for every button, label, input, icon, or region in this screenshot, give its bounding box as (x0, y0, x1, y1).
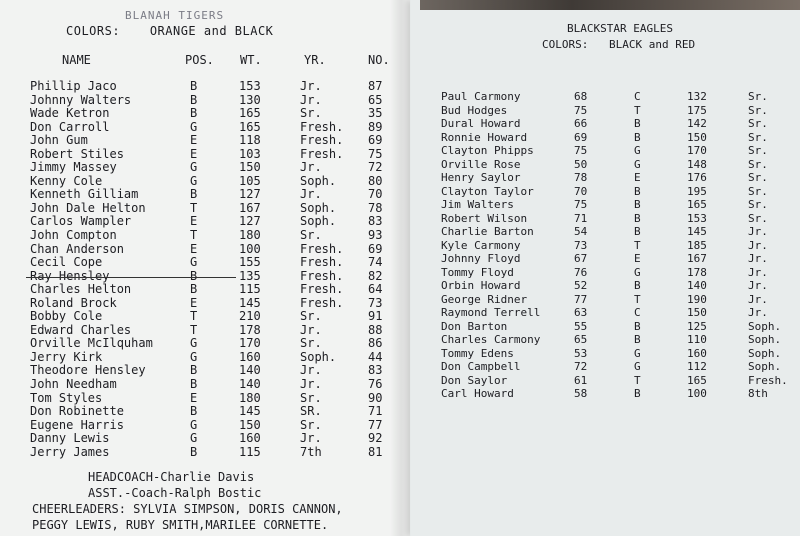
player-number: 145 (687, 225, 707, 238)
player-year: Jr. (748, 252, 768, 265)
player-weight: 160 (239, 431, 261, 446)
player-name: Johnny Walters (30, 92, 132, 107)
player-weight: 118 (239, 133, 261, 148)
player-name: Edward Charles (30, 322, 132, 337)
player-position: B (634, 130, 641, 144)
player-year: Sr. (748, 90, 768, 103)
player-year: Jr. (748, 306, 768, 319)
player-number: 76 (368, 377, 383, 392)
player-weight: 75 (574, 144, 588, 157)
player-name: Tom Styles (30, 390, 103, 405)
player-weight: 140 (239, 377, 261, 392)
player-year: Fresh. (300, 268, 344, 283)
player-year: Soph. (748, 333, 782, 346)
right-colors-value: BLACK and RED (608, 38, 696, 51)
player-weight: 115 (239, 282, 261, 297)
player-position: G (190, 417, 198, 432)
player-year: Jr. (748, 279, 768, 292)
player-position: G (634, 144, 641, 157)
player-weight: 130 (239, 92, 261, 107)
player-name: Robert Wilson (441, 211, 528, 225)
player-weight: 170 (239, 336, 261, 351)
player-weight: 155 (239, 255, 261, 270)
player-number: 178 (687, 265, 707, 279)
player-year: Jr. (300, 377, 322, 392)
player-position: T (190, 309, 198, 324)
player-year: Sr. (748, 198, 768, 211)
player-weight: 105 (239, 173, 261, 188)
player-name: Wade Ketron (30, 106, 110, 121)
player-number: 81 (368, 444, 383, 459)
player-weight: 78 (574, 171, 588, 184)
player-weight: 73 (574, 238, 588, 252)
player-number: 89 (368, 119, 383, 134)
player-number: 190 (687, 292, 707, 306)
player-number: 93 (368, 228, 383, 243)
player-year: Jr. (300, 363, 322, 378)
player-number: 160 (687, 346, 707, 360)
player-weight: 210 (239, 309, 261, 324)
player-position: G (190, 160, 198, 175)
player-weight: 58 (574, 387, 588, 400)
player-name: John Gum (30, 133, 88, 148)
player-name: Johnny Floyd (441, 252, 521, 265)
player-name: Henry Saylor (441, 171, 521, 184)
player-number: 87 (368, 79, 383, 93)
player-year: Jr. (748, 292, 768, 306)
player-weight: 71 (574, 211, 588, 225)
player-year: Sr. (748, 157, 768, 171)
player-year: Fresh. (300, 119, 344, 134)
player-year: Sr. (300, 390, 322, 405)
player-position: E (190, 390, 198, 405)
assistant-coach: ASST.-Coach-Ralph Bostic (88, 486, 262, 500)
player-number: 132 (687, 90, 707, 103)
player-number: 72 (368, 160, 383, 175)
player-weight: 140 (239, 363, 261, 378)
player-weight: 180 (239, 390, 261, 405)
player-position: B (634, 117, 641, 130)
header-yr: YR. (304, 53, 326, 67)
player-name: Tommy Edens (441, 346, 514, 360)
player-position: E (190, 295, 198, 310)
page-fold (390, 0, 412, 536)
player-name: Don Campbell (441, 360, 521, 373)
player-position: G (190, 349, 198, 364)
player-name: Don Carroll (30, 119, 110, 134)
player-weight: 52 (574, 279, 588, 292)
player-year: Soph. (748, 346, 782, 360)
right-colors-line (542, 38, 709, 51)
player-number: 88 (368, 322, 383, 337)
player-weight: 53 (574, 346, 588, 360)
right-colors-label: COLORS: (542, 38, 589, 51)
player-number: 78 (368, 200, 383, 215)
player-number: 86 (368, 336, 383, 351)
player-position: B (634, 211, 641, 225)
player-weight: 55 (574, 319, 588, 333)
headcoach: HEADCOACH-Charlie Davis (88, 470, 255, 484)
right-team-title: BLACKSTAR EAGLES (567, 22, 673, 35)
player-position: B (190, 268, 198, 283)
player-position: G (190, 119, 198, 134)
player-number: 125 (687, 319, 707, 333)
player-position: B (634, 387, 641, 400)
player-name: Danny Lewis (30, 431, 110, 446)
player-name: Kenny Cole (30, 173, 103, 188)
player-number: 92 (368, 431, 383, 446)
player-position: E (634, 171, 641, 184)
player-name: John Needham (30, 377, 117, 392)
player-year: Jr. (300, 431, 322, 446)
player-number: 75 (368, 146, 383, 161)
player-name: Cecil Cope (30, 255, 103, 270)
player-number: 77 (368, 417, 383, 432)
player-year: Sr. (300, 228, 322, 243)
player-year: Jr. (300, 92, 322, 107)
player-name: Chan Anderson (30, 241, 124, 256)
player-position: T (634, 103, 641, 117)
player-number: 100 (687, 387, 707, 400)
player-name: Eugene Harris (30, 417, 124, 432)
player-year: Sr. (748, 117, 768, 130)
player-position: E (190, 146, 198, 161)
player-weight: 75 (574, 198, 588, 211)
player-position: T (634, 238, 641, 252)
player-number: 69 (368, 133, 383, 148)
player-position: B (190, 187, 198, 202)
player-position: E (190, 133, 198, 148)
player-weight: 165 (239, 106, 261, 121)
player-year: Jr. (748, 265, 768, 279)
player-year: Soph. (300, 349, 337, 364)
player-weight: 75 (574, 103, 588, 117)
player-name: Ray Hensley (30, 268, 110, 283)
player-number: 175 (687, 103, 707, 117)
player-position: T (634, 292, 641, 306)
player-year: Sr. (748, 130, 768, 144)
player-year: Soph. (748, 360, 782, 373)
player-position: B (190, 92, 198, 107)
player-position: G (190, 336, 198, 351)
left-colors-value: ORANGE and BLACK (149, 24, 274, 38)
player-name: Jim Walters (441, 198, 514, 211)
player-number: 80 (368, 173, 383, 188)
player-position: B (634, 279, 641, 292)
player-number: 90 (368, 390, 383, 405)
left-colors-line (66, 24, 295, 38)
player-weight: 54 (574, 225, 588, 238)
header-name: NAME (62, 53, 91, 67)
player-position: B (190, 444, 198, 459)
player-number: 148 (687, 157, 707, 171)
player-name: Charles Helton (30, 282, 132, 297)
player-name: Orbin Howard (441, 279, 521, 292)
player-year: 7th (300, 444, 322, 459)
player-weight: 66 (574, 117, 588, 130)
player-name: Clayton Phipps (441, 144, 534, 157)
player-number: 83 (368, 363, 383, 378)
player-year: Fresh. (300, 295, 344, 310)
player-weight: 50 (574, 157, 588, 171)
player-weight: 180 (239, 228, 261, 243)
player-year: SR. (300, 404, 322, 419)
player-year: Sr. (300, 106, 322, 121)
player-year: Fresh. (300, 133, 344, 148)
player-number: 73 (368, 295, 383, 310)
player-name: Jerry James (30, 444, 110, 459)
player-name: Charlie Barton (441, 225, 534, 238)
player-weight: 178 (239, 322, 261, 337)
player-name: John Dale Helton (30, 200, 146, 215)
player-name: Dural Howard (441, 117, 521, 130)
player-name: Clayton Taylor (441, 184, 534, 198)
left-colors-label: COLORS: (66, 24, 121, 38)
player-weight: 100 (239, 241, 261, 256)
player-weight: 65 (574, 333, 588, 346)
header-pos: POS. (185, 53, 214, 67)
player-year: Sr. (300, 336, 322, 351)
player-weight: 115 (239, 444, 261, 459)
player-name: Don Robinette (30, 404, 124, 419)
player-year: Jr. (748, 225, 768, 238)
player-number: 150 (687, 306, 707, 319)
player-number: 74 (368, 255, 383, 270)
player-position: B (634, 225, 641, 238)
player-number: 70 (368, 187, 383, 202)
player-position: T (190, 228, 198, 243)
player-position: B (634, 184, 641, 198)
player-year: Jr. (300, 322, 322, 337)
player-name: Paul Carmony (441, 90, 521, 103)
player-weight: 145 (239, 404, 261, 419)
player-number: 176 (687, 171, 707, 184)
player-name: John Compton (30, 228, 117, 243)
player-number: 44 (368, 349, 383, 364)
player-position: B (634, 333, 641, 346)
player-name: Don Barton (441, 319, 508, 333)
player-position: E (190, 241, 198, 256)
player-name: Kyle Carmony (441, 238, 521, 252)
player-position: C (634, 90, 641, 103)
player-number: 69 (368, 241, 383, 256)
player-year: Soph. (300, 200, 337, 215)
player-number: 82 (368, 268, 383, 283)
player-number: 71 (368, 404, 383, 419)
player-year: Fresh. (300, 282, 344, 297)
player-number: 150 (687, 130, 707, 144)
player-number: 170 (687, 144, 707, 157)
player-name: Ronnie Howard (441, 130, 528, 144)
player-name: Robert Stiles (30, 146, 124, 161)
player-name: Bobby Cole (30, 309, 103, 324)
player-weight: 145 (239, 295, 261, 310)
player-weight: 69 (574, 130, 588, 144)
player-position: B (190, 282, 198, 297)
player-name: Charles Carmony (441, 333, 541, 346)
player-name: Carlos Wampler (30, 214, 132, 229)
player-position: G (634, 157, 641, 171)
player-weight: 165 (239, 119, 261, 134)
player-weight: 150 (239, 160, 261, 175)
player-weight: 160 (239, 349, 261, 364)
cheerleaders-line-1: CHEERLEADERS: SYLVIA SIMPSON, DORIS CANNON, (32, 502, 343, 516)
player-position: C (634, 306, 641, 319)
player-weight: 72 (574, 360, 588, 373)
player-year: Soph. (300, 173, 337, 188)
player-weight: 77 (574, 292, 588, 306)
player-weight: 167 (239, 200, 261, 215)
torn-top-edge (420, 0, 800, 10)
player-number: 185 (687, 238, 707, 252)
player-name: Don Saylor (441, 373, 508, 387)
player-position: B (634, 198, 641, 211)
player-year: Sr. (748, 144, 768, 157)
player-position: T (190, 322, 198, 337)
player-weight: 76 (574, 265, 588, 279)
player-year: Sr. (748, 184, 768, 198)
player-number: 112 (687, 360, 707, 373)
player-number: 165 (687, 198, 707, 211)
player-position: B (634, 319, 641, 333)
player-weight: 153 (239, 79, 261, 93)
player-weight: 127 (239, 214, 261, 229)
header-no: NO. (368, 53, 390, 67)
player-weight: 67 (574, 252, 588, 265)
player-weight: 61 (574, 373, 588, 387)
player-position: G (190, 173, 198, 188)
player-number: 167 (687, 252, 707, 265)
player-number: 142 (687, 117, 707, 130)
player-number: 35 (368, 106, 383, 121)
player-name: Roland Brock (30, 295, 117, 310)
player-name: Orville Rose (441, 157, 521, 171)
player-name: Bud Hodges (441, 103, 508, 117)
player-position: B (190, 377, 198, 392)
player-position: G (634, 346, 641, 360)
player-name: Carl Howard (441, 387, 514, 400)
player-position: T (634, 373, 641, 387)
player-year: Jr. (748, 238, 768, 252)
player-number: 110 (687, 333, 707, 346)
player-name: Jimmy Massey (30, 160, 117, 175)
player-number: 83 (368, 214, 383, 229)
player-name: Jerry Kirk (30, 349, 103, 364)
cheerleaders-line-2: PEGGY LEWIS, RUBY SMITH,MARILEE CORNETTE. (32, 518, 329, 532)
player-position: G (634, 360, 641, 373)
player-number: 65 (368, 92, 383, 107)
player-position: E (634, 252, 641, 265)
player-number: 91 (368, 309, 383, 324)
player-year: Fresh. (300, 241, 344, 256)
player-position: B (190, 106, 198, 121)
player-name: George Ridner (441, 292, 528, 306)
player-name: Tommy Floyd (441, 265, 514, 279)
player-position: G (634, 265, 641, 279)
player-number: 165 (687, 373, 707, 387)
player-name: Orville McIlquham (30, 336, 153, 351)
player-position: E (190, 214, 198, 229)
player-weight: 150 (239, 417, 261, 432)
header-wt: WT. (240, 53, 262, 67)
player-number: 195 (687, 184, 707, 198)
player-weight: 103 (239, 146, 261, 161)
player-position: B (190, 404, 198, 419)
player-year: Sr. (300, 309, 322, 324)
player-weight: 127 (239, 187, 261, 202)
player-name: Raymond Terrell (441, 306, 541, 319)
player-year: Soph. (300, 214, 337, 229)
player-year: Fresh. (748, 373, 788, 387)
player-year: Soph. (748, 319, 782, 333)
player-year: Sr. (748, 103, 768, 117)
player-name: Phillip Jaco (30, 79, 117, 93)
player-weight: 135 (239, 268, 261, 283)
player-name: Theodore Hensley (30, 363, 146, 378)
player-number: 140 (687, 279, 707, 292)
left-team-title: BLANAH TIGERS (125, 9, 225, 22)
player-year: Fresh. (300, 146, 344, 161)
player-year: Jr. (300, 187, 322, 202)
player-number: 64 (368, 282, 383, 297)
player-name: Kenneth Gilliam (30, 187, 139, 202)
player-position: B (190, 363, 198, 378)
player-weight: 68 (574, 90, 588, 103)
player-weight: 70 (574, 184, 588, 198)
player-year: Sr. (748, 211, 768, 225)
player-position: B (190, 79, 198, 93)
player-year: Jr. (300, 79, 322, 93)
player-year: Sr. (300, 417, 322, 432)
player-position: G (190, 431, 198, 446)
player-position: T (190, 200, 198, 215)
player-year: Jr. (300, 160, 322, 175)
player-number: 153 (687, 211, 707, 225)
player-year: Sr. (748, 171, 768, 184)
player-weight: 63 (574, 306, 588, 319)
player-year: Fresh. (300, 255, 344, 270)
player-position: G (190, 255, 198, 270)
player-year: 8th (748, 387, 768, 400)
